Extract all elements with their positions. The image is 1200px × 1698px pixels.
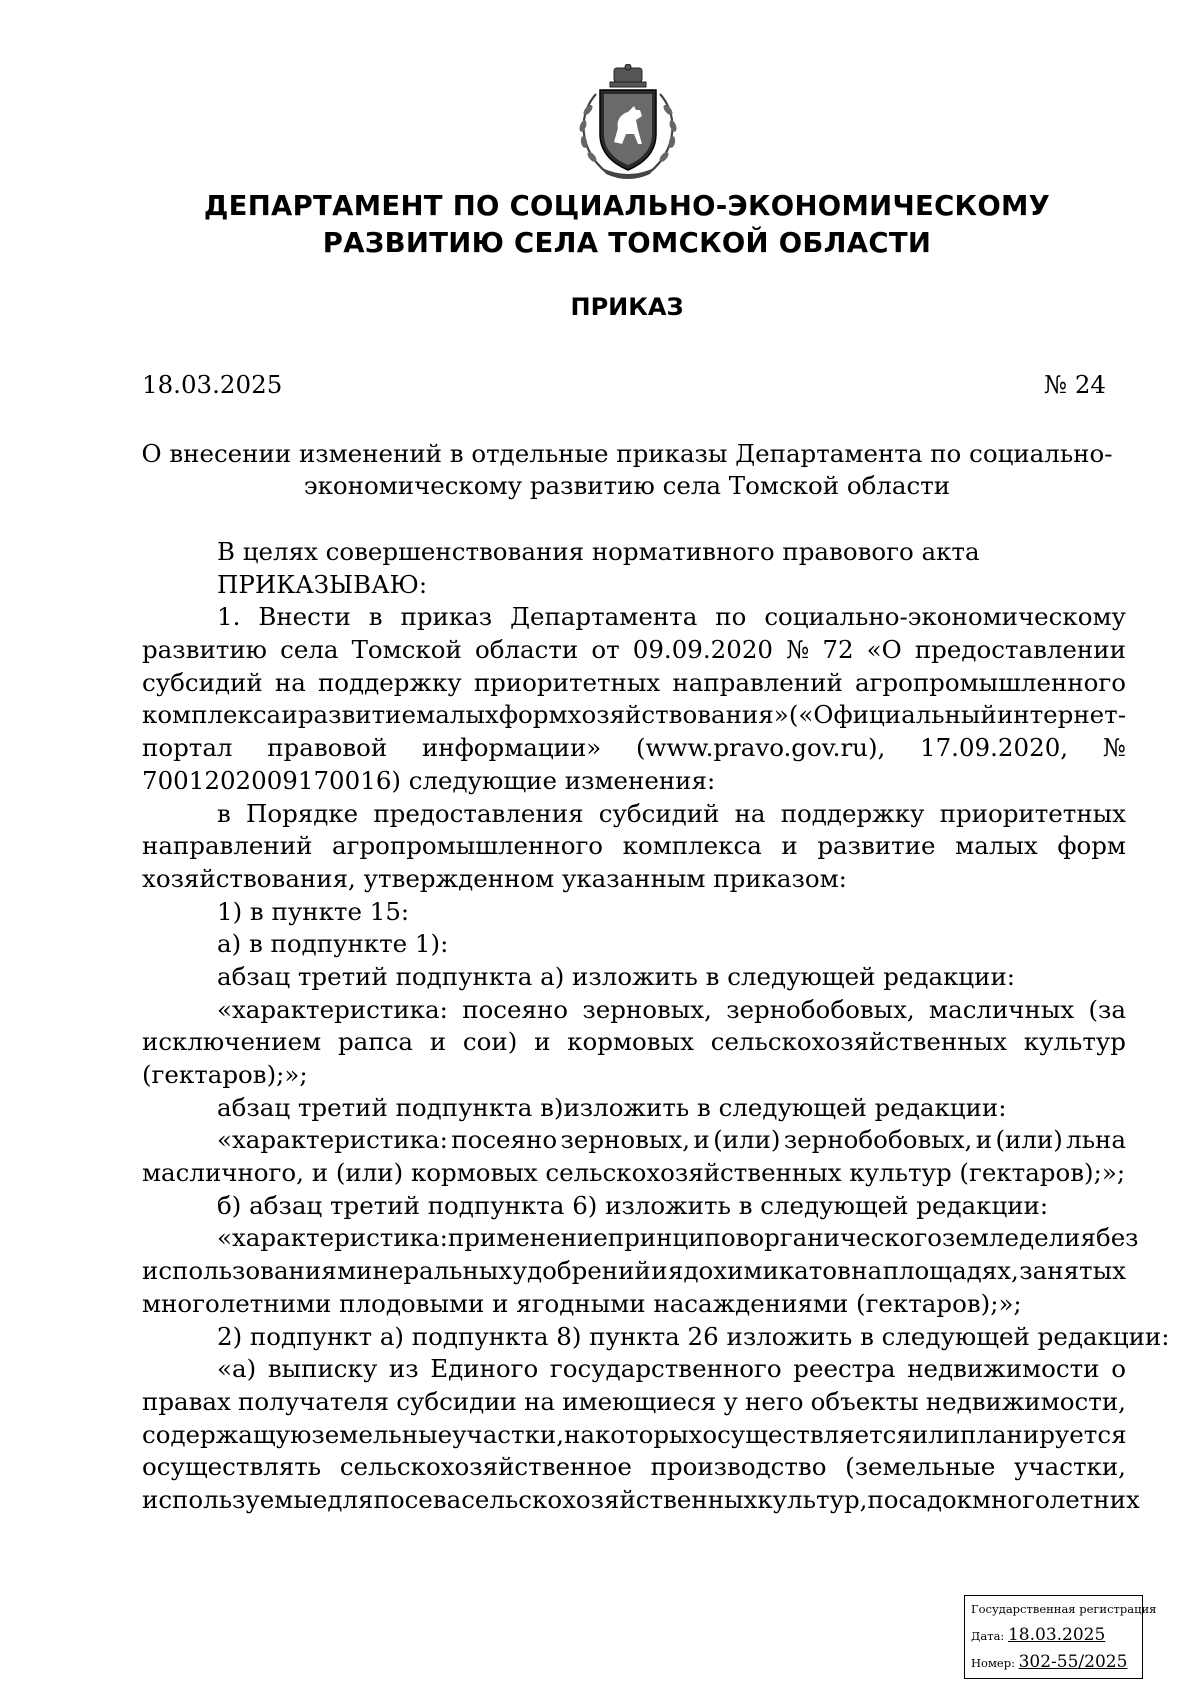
- order-subject: [120, 438, 1134, 502]
- word: малых: [955, 831, 1038, 861]
- word: земельные: [311, 1419, 453, 1449]
- department-name: [120, 188, 1134, 262]
- word: рапса: [337, 1027, 413, 1057]
- body-line-9: [142, 830, 1126, 863]
- word: комплекса: [142, 700, 282, 730]
- body-line-11: 1) в пункте 15:: [217, 896, 410, 926]
- word: сельскохозяйственных: [461, 1484, 758, 1514]
- word: масличных: [929, 994, 1075, 1024]
- word: для: [327, 1484, 374, 1514]
- word: культур: [1023, 1027, 1126, 1057]
- word: недвижимости: [907, 1354, 1100, 1384]
- word: развитие: [817, 831, 936, 861]
- word: него: [745, 1386, 804, 1416]
- word: на: [274, 667, 306, 697]
- word: Порядке: [245, 798, 359, 828]
- body-line-29: [142, 1484, 1140, 1517]
- word: посева: [373, 1484, 462, 1514]
- word: участки,: [1014, 1452, 1126, 1482]
- word: реестра: [793, 1354, 896, 1384]
- word: посеяно: [462, 994, 569, 1024]
- word: и: [781, 831, 798, 861]
- order-date: 18.03.2025: [142, 370, 283, 399]
- word: развитию: [142, 635, 267, 665]
- body-line-19: масличного, и (или) кормовых сельскохозяйственных культур (гектаров);»;: [142, 1158, 1126, 1188]
- department-name-line2: РАЗВИТИЮ СЕЛА ТОМСКОЙ ОБЛАСТИ: [322, 227, 932, 259]
- registration-stamp: [964, 1595, 1157, 1679]
- word: субсидий: [142, 667, 263, 697]
- word: многолетних: [972, 1484, 1140, 1514]
- word: Единого: [430, 1354, 539, 1384]
- body-line-2: [142, 601, 1126, 634]
- body-line-5: [142, 699, 1126, 732]
- body-line-14: [142, 994, 1126, 1027]
- word: правовой: [267, 733, 388, 763]
- word: поддержку: [317, 667, 462, 697]
- word: направлений: [672, 667, 843, 697]
- body-line-21: [142, 1222, 1139, 1255]
- word: объекты: [810, 1386, 919, 1416]
- word: ядохимикатов: [668, 1256, 851, 1286]
- word: посадок: [867, 1484, 972, 1514]
- word: предоставления: [373, 798, 584, 828]
- word: имеющиеся: [562, 1386, 717, 1416]
- word: осуществляется: [702, 1419, 912, 1449]
- word: кормовых: [567, 1027, 694, 1057]
- word: земледелия: [942, 1223, 1096, 1253]
- registration-number-row: [971, 1652, 1127, 1672]
- word: на: [851, 1256, 883, 1286]
- word: хозяйствования»: [567, 700, 789, 730]
- body-line-17: абзац третий подпункта в)изложить в следующей редакции:: [217, 1092, 1007, 1122]
- word: недвижимости,: [925, 1386, 1126, 1416]
- word: «а): [217, 1354, 257, 1384]
- word: планируется: [960, 1419, 1127, 1449]
- body-line-13: абзац третий подпункта а) изложить в следующей редакции:: [217, 961, 1016, 991]
- word: 09.09.2020: [632, 635, 774, 665]
- word: использования: [142, 1256, 337, 1286]
- word: зернобобовых,: [783, 1125, 973, 1155]
- body-line-8: [142, 798, 1126, 831]
- word: «характеристика:: [217, 1125, 448, 1155]
- word: (или): [713, 1125, 781, 1155]
- word: у: [723, 1386, 738, 1416]
- word: (за: [1088, 994, 1126, 1024]
- word: портал: [142, 733, 233, 763]
- word: правах: [142, 1386, 231, 1416]
- word: поддержку: [780, 798, 925, 828]
- body-line-16: (гектаров);»;: [142, 1060, 308, 1089]
- body-line-15: [142, 1026, 1126, 1059]
- word: по: [715, 602, 747, 632]
- word: льна: [1066, 1125, 1126, 1155]
- body-line-27: [142, 1419, 1126, 1452]
- word: исключением: [142, 1027, 322, 1057]
- word: развитие: [297, 700, 416, 730]
- body-line-20: б) абзац третий подпункта 6) изложить в следующей редакции:: [217, 1190, 1049, 1220]
- word: удобрений: [512, 1256, 651, 1286]
- word: агропромышленного: [332, 831, 604, 861]
- word: и: [281, 700, 298, 730]
- body-line-22: [142, 1255, 1126, 1288]
- word: выписку: [267, 1354, 378, 1384]
- word: государственного: [549, 1354, 782, 1384]
- word: малых: [416, 700, 499, 730]
- word: получателя: [238, 1386, 389, 1416]
- registration-date-label: Дата:: [971, 1629, 1005, 1643]
- word: в: [217, 798, 231, 828]
- word: минеральных: [337, 1256, 513, 1286]
- word: «характеристика:: [217, 994, 448, 1024]
- word: села: [280, 635, 339, 665]
- body-line-12: а) в подпункте 1):: [217, 929, 449, 959]
- word: зерновых,: [560, 1125, 690, 1155]
- word: (www.pravo.gov.ru),: [636, 733, 886, 763]
- body-line-6: [142, 732, 1126, 765]
- word: приказ: [400, 602, 493, 632]
- body-line-0: В целях совершенствования нормативного правового акта: [217, 537, 980, 566]
- word: органического: [749, 1223, 943, 1253]
- word: зерновых,: [582, 994, 712, 1024]
- word: от: [591, 635, 620, 665]
- word: на: [734, 798, 766, 828]
- word: участки,: [452, 1419, 565, 1449]
- word: информации»: [421, 733, 602, 763]
- word: площадях,: [882, 1256, 1019, 1286]
- body-line-28: [142, 1451, 1126, 1484]
- word: интернет-: [996, 700, 1126, 730]
- word: №: [1102, 733, 1126, 763]
- word: «характеристика:: [217, 1223, 448, 1253]
- word: и: [534, 1027, 551, 1057]
- registration-date-value: 18.03.2025: [1007, 1625, 1106, 1645]
- word: о: [1111, 1354, 1126, 1384]
- word: области: [474, 635, 579, 665]
- word: Внести: [258, 602, 351, 632]
- word: агропромышленного: [854, 667, 1126, 697]
- body-line-26: [142, 1386, 1126, 1419]
- word: на: [524, 1386, 556, 1416]
- word: сельскохозяйственных: [710, 1027, 1007, 1057]
- word: субсидии: [396, 1386, 517, 1416]
- word: Томской: [351, 635, 462, 665]
- word: (или): [995, 1125, 1063, 1155]
- word: культур,: [757, 1484, 868, 1514]
- word: принципов: [607, 1223, 750, 1253]
- word: 1.: [217, 602, 241, 632]
- word: или: [911, 1419, 961, 1449]
- department-name-line1: ДЕПАРТАМЕНТ ПО СОЦИАЛЬНО-ЭКОНОМИЧЕСКОМУ: [203, 190, 1051, 222]
- body-line-23: многолетними плодовыми и ягодными насаждениями (гектаров);»;: [142, 1288, 1022, 1318]
- word: («Официальный: [788, 700, 997, 730]
- word: (земельные: [845, 1452, 996, 1482]
- body-line-1: ПРИКАЗЫВАЮ:: [217, 569, 428, 599]
- order-number: № 24: [1043, 370, 1106, 399]
- word: приоритетных: [939, 798, 1126, 828]
- body-line-7: 7001202009170016) следующие изменения:: [142, 765, 716, 795]
- word: «О: [866, 635, 902, 665]
- word: применение: [447, 1223, 608, 1253]
- word: комплекса: [622, 831, 762, 861]
- word: сельскохозяйственное: [339, 1452, 632, 1482]
- word: и: [429, 1027, 447, 1057]
- registration-date-row: [971, 1625, 1105, 1645]
- subject-line1: О внесении изменений в отдельные приказы Департамента по социально-: [141, 439, 1113, 468]
- document-type: ПРИКАЗ: [570, 293, 684, 321]
- body-line-3: [142, 634, 1126, 667]
- word: осуществлять: [142, 1452, 322, 1482]
- word: и: [975, 1125, 993, 1155]
- word: в: [368, 602, 383, 632]
- word: и: [693, 1125, 710, 1155]
- word: 72: [822, 635, 854, 665]
- word: используемые: [142, 1484, 328, 1514]
- word: Департамента: [510, 602, 698, 632]
- subject-line2: экономическому развитию села Томской области: [303, 471, 951, 500]
- word: из: [388, 1354, 419, 1384]
- body-line-4: [142, 667, 1126, 700]
- registration-number-label: Номер:: [971, 1656, 1015, 1670]
- word: предоставлении: [914, 635, 1126, 665]
- order-body: [142, 536, 1170, 1517]
- word: занятых: [1019, 1256, 1126, 1286]
- word: содержащую: [142, 1419, 312, 1449]
- word: социально-экономическому: [764, 602, 1126, 632]
- word: №: [786, 635, 810, 665]
- word: форм: [498, 700, 568, 730]
- word: направлений: [142, 831, 313, 861]
- word: 17.09.2020,: [920, 733, 1069, 763]
- word: без: [1095, 1223, 1139, 1253]
- coat-of-arms-emblem: [568, 64, 688, 182]
- word: зернобобовых,: [726, 994, 915, 1024]
- registration-title: Государственная регистрация: [971, 1602, 1157, 1616]
- word: посеяно: [451, 1125, 558, 1155]
- body-line-24: 2) подпункт а) подпункта 8) пункта 26 изложить в следующей редакции:: [217, 1321, 1170, 1351]
- word: производство: [650, 1452, 827, 1482]
- word: на: [564, 1419, 595, 1449]
- word: сои): [462, 1027, 518, 1057]
- word: форм: [1057, 831, 1126, 861]
- word: которых: [594, 1419, 703, 1449]
- body-line-25: [142, 1353, 1126, 1386]
- word: приоритетных: [473, 667, 661, 697]
- word: субсидий: [598, 798, 720, 828]
- body-line-18: [142, 1124, 1126, 1157]
- body-line-10: хозяйствования, утвержденном указанным приказом:: [142, 863, 847, 893]
- registration-number-value: 302-55/2025: [1018, 1652, 1128, 1672]
- word: и: [651, 1256, 668, 1286]
